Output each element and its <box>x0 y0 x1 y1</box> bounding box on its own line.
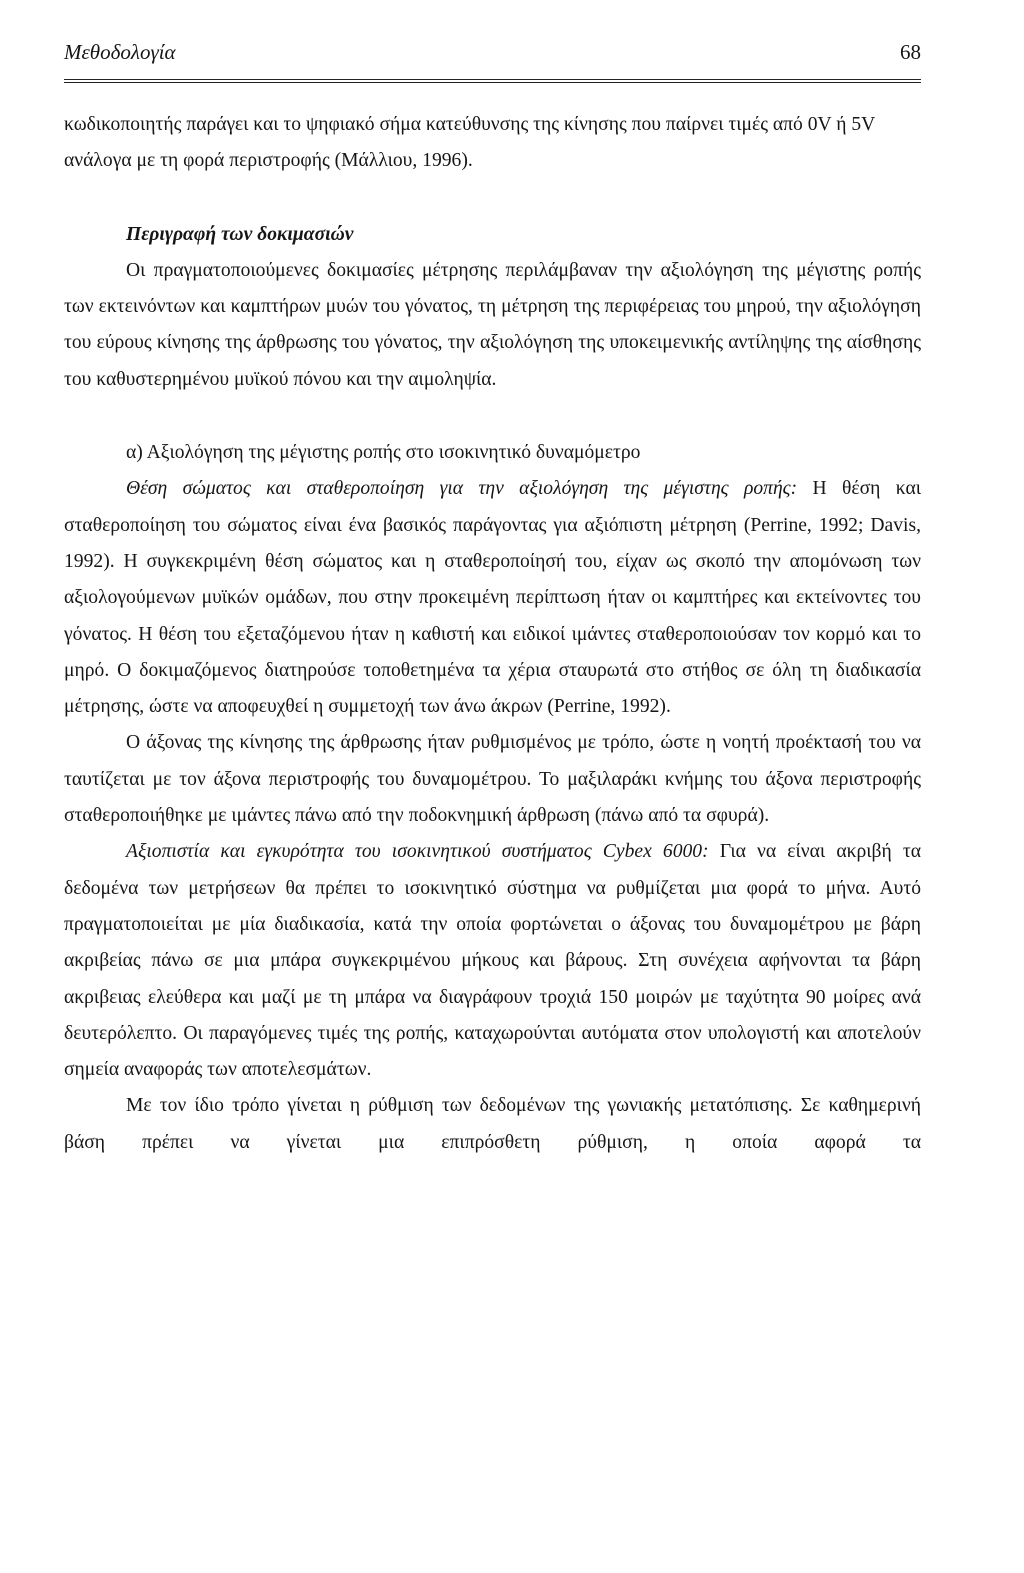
page-header <box>64 40 921 70</box>
running-title: Μεθοδολογία <box>64 40 176 64</box>
paragraph-tests-description: Οι πραγματοποιούμενες δοκιμασίες μέτρησης περιλάμβαναν την αξιολόγηση της μέγιστης ροπής των εκτεινόντων και καμπτήρων μυών του γόνατος, τη μέτρηση της περιφέρειας του μηρού, την αξιολόγηση του εύρους κίνησης της άρθρωσης του γόνατος, την αξιολόγηση της υποκειμενικής αντίληψης της αίσθησης του καθυστερημένου μυϊκού πόνου και την αιμοληψία. <box>64 259 921 390</box>
paragraph-reliability <box>64 834 921 1088</box>
reliability-text: Για να είναι ακριβή τα δεδομένα των μετρήσεων θα πρέπει το ισοκινητικό σύστημα να ρυθμίζεται μια φορά το μήνα. Αυτό πραγματοποιείται με μία διαδικασία, κατά την οποία φορτώνεται ο άξονας του δυναμομέτρου με βάρη ακριβείας πάνω σε μια μπάρα συγκεκριμένου μήκους και βάρους. Στη συνέχεια αφήνονται τα βάρη ακριβειας ελεύθερα και μαζί με τη μπάρα να διαγράφουν τροχιά 150 μοιρών με ταχύτητα 90 μοίρες ανά δευτερόλεπτο. Οι παραγόμενες τιμές της ροπής, καταχωρούνται αυτόματα στον υπολογιστή και αποτελούν σημεία αναφοράς των αποτελεσμάτων. <box>64 841 922 1081</box>
position-label: Θέση σώματος και σταθεροποίηση για την αξιολόγηση της μέγιστης ροπής: <box>126 478 798 500</box>
paragraph-angular: Με τον ίδιο τρόπο γίνεται η ρύθμιση των δεδομένων της γωνιακής μετατόπισης. Σε καθημερινή βάση πρέπει να γίνεται μια επιπρόσθετη ρύθμιση, η οποία αφορά τα <box>64 1095 921 1153</box>
paragraph-body-position <box>64 471 921 725</box>
reliability-label: Αξιοπιστία και εγκυρότητα του ισοκινητικού συστήματος Cybex 6000: <box>126 841 709 863</box>
spacer <box>64 180 921 217</box>
header-rule <box>64 79 921 83</box>
subsection-heading: α) Αξιολόγηση της μέγιστης ροπής στο ισοκινητικό δυναμόμετρο <box>126 442 641 464</box>
paragraph-continuation: κωδικοποιητής παράγει και το ψηφιακό σήμα κατεύθυνσης της κίνησης που παίρνει τιμές από 0V ή 5V ανάλογα με τη φορά περιστροφής (Μάλλιου, 1996). <box>64 114 875 172</box>
position-text: Η θέση και σταθεροποίηση του σώματος είναι ένα βασικός παράγοντας για αξιόπιστη μέτρηση (Perrine, 1992; Davis, 1992). Η συγκεκριμένη θέση σώματος και η σταθεροποίησή του, είχαν ως σκοπό την απομόνωση των αξιολογούμενων μυϊκών ομάδων, που στην προκειμένη περίπτωση ήταν οι καμπτήρες και εκτείνοντες του γόνατος. Η θέση του εξεταζόμενου ήταν η καθιστή και ειδικοί ιμάντες σταθεροποιούσαν τον κορμό και το μηρό. Ο δοκιμαζόμενος διατηρούσε τοποθετημένα τα χέρια σταυρωτά στο στήθος σε όλη τη διαδικασία μέτρησης, ώστε να αποφευχθεί η συμμετοχή των άνω άκρων (Perrine, 1992). <box>64 478 921 718</box>
section-heading: Περιγραφή των δοκιμασιών <box>126 223 354 245</box>
body-text <box>64 107 921 1161</box>
spacer <box>64 398 921 435</box>
page-number: 68 <box>900 40 921 64</box>
paragraph-axis: Ο άξονας της κίνησης της άρθρωσης ήταν ρυθμισμένος με τρόπο, ώστε η νοητή προέκτασή του να ταυτίζεται με τον άξονα περιστροφής του δυναμομέτρου. Το μαξιλαράκι κνήμης του άξονα περιστροφής σταθεροποιήθηκε με ιμάντες πάνω από την ποδοκνημική άρθρωση (πάνω από τα σφυρά). <box>64 732 921 827</box>
